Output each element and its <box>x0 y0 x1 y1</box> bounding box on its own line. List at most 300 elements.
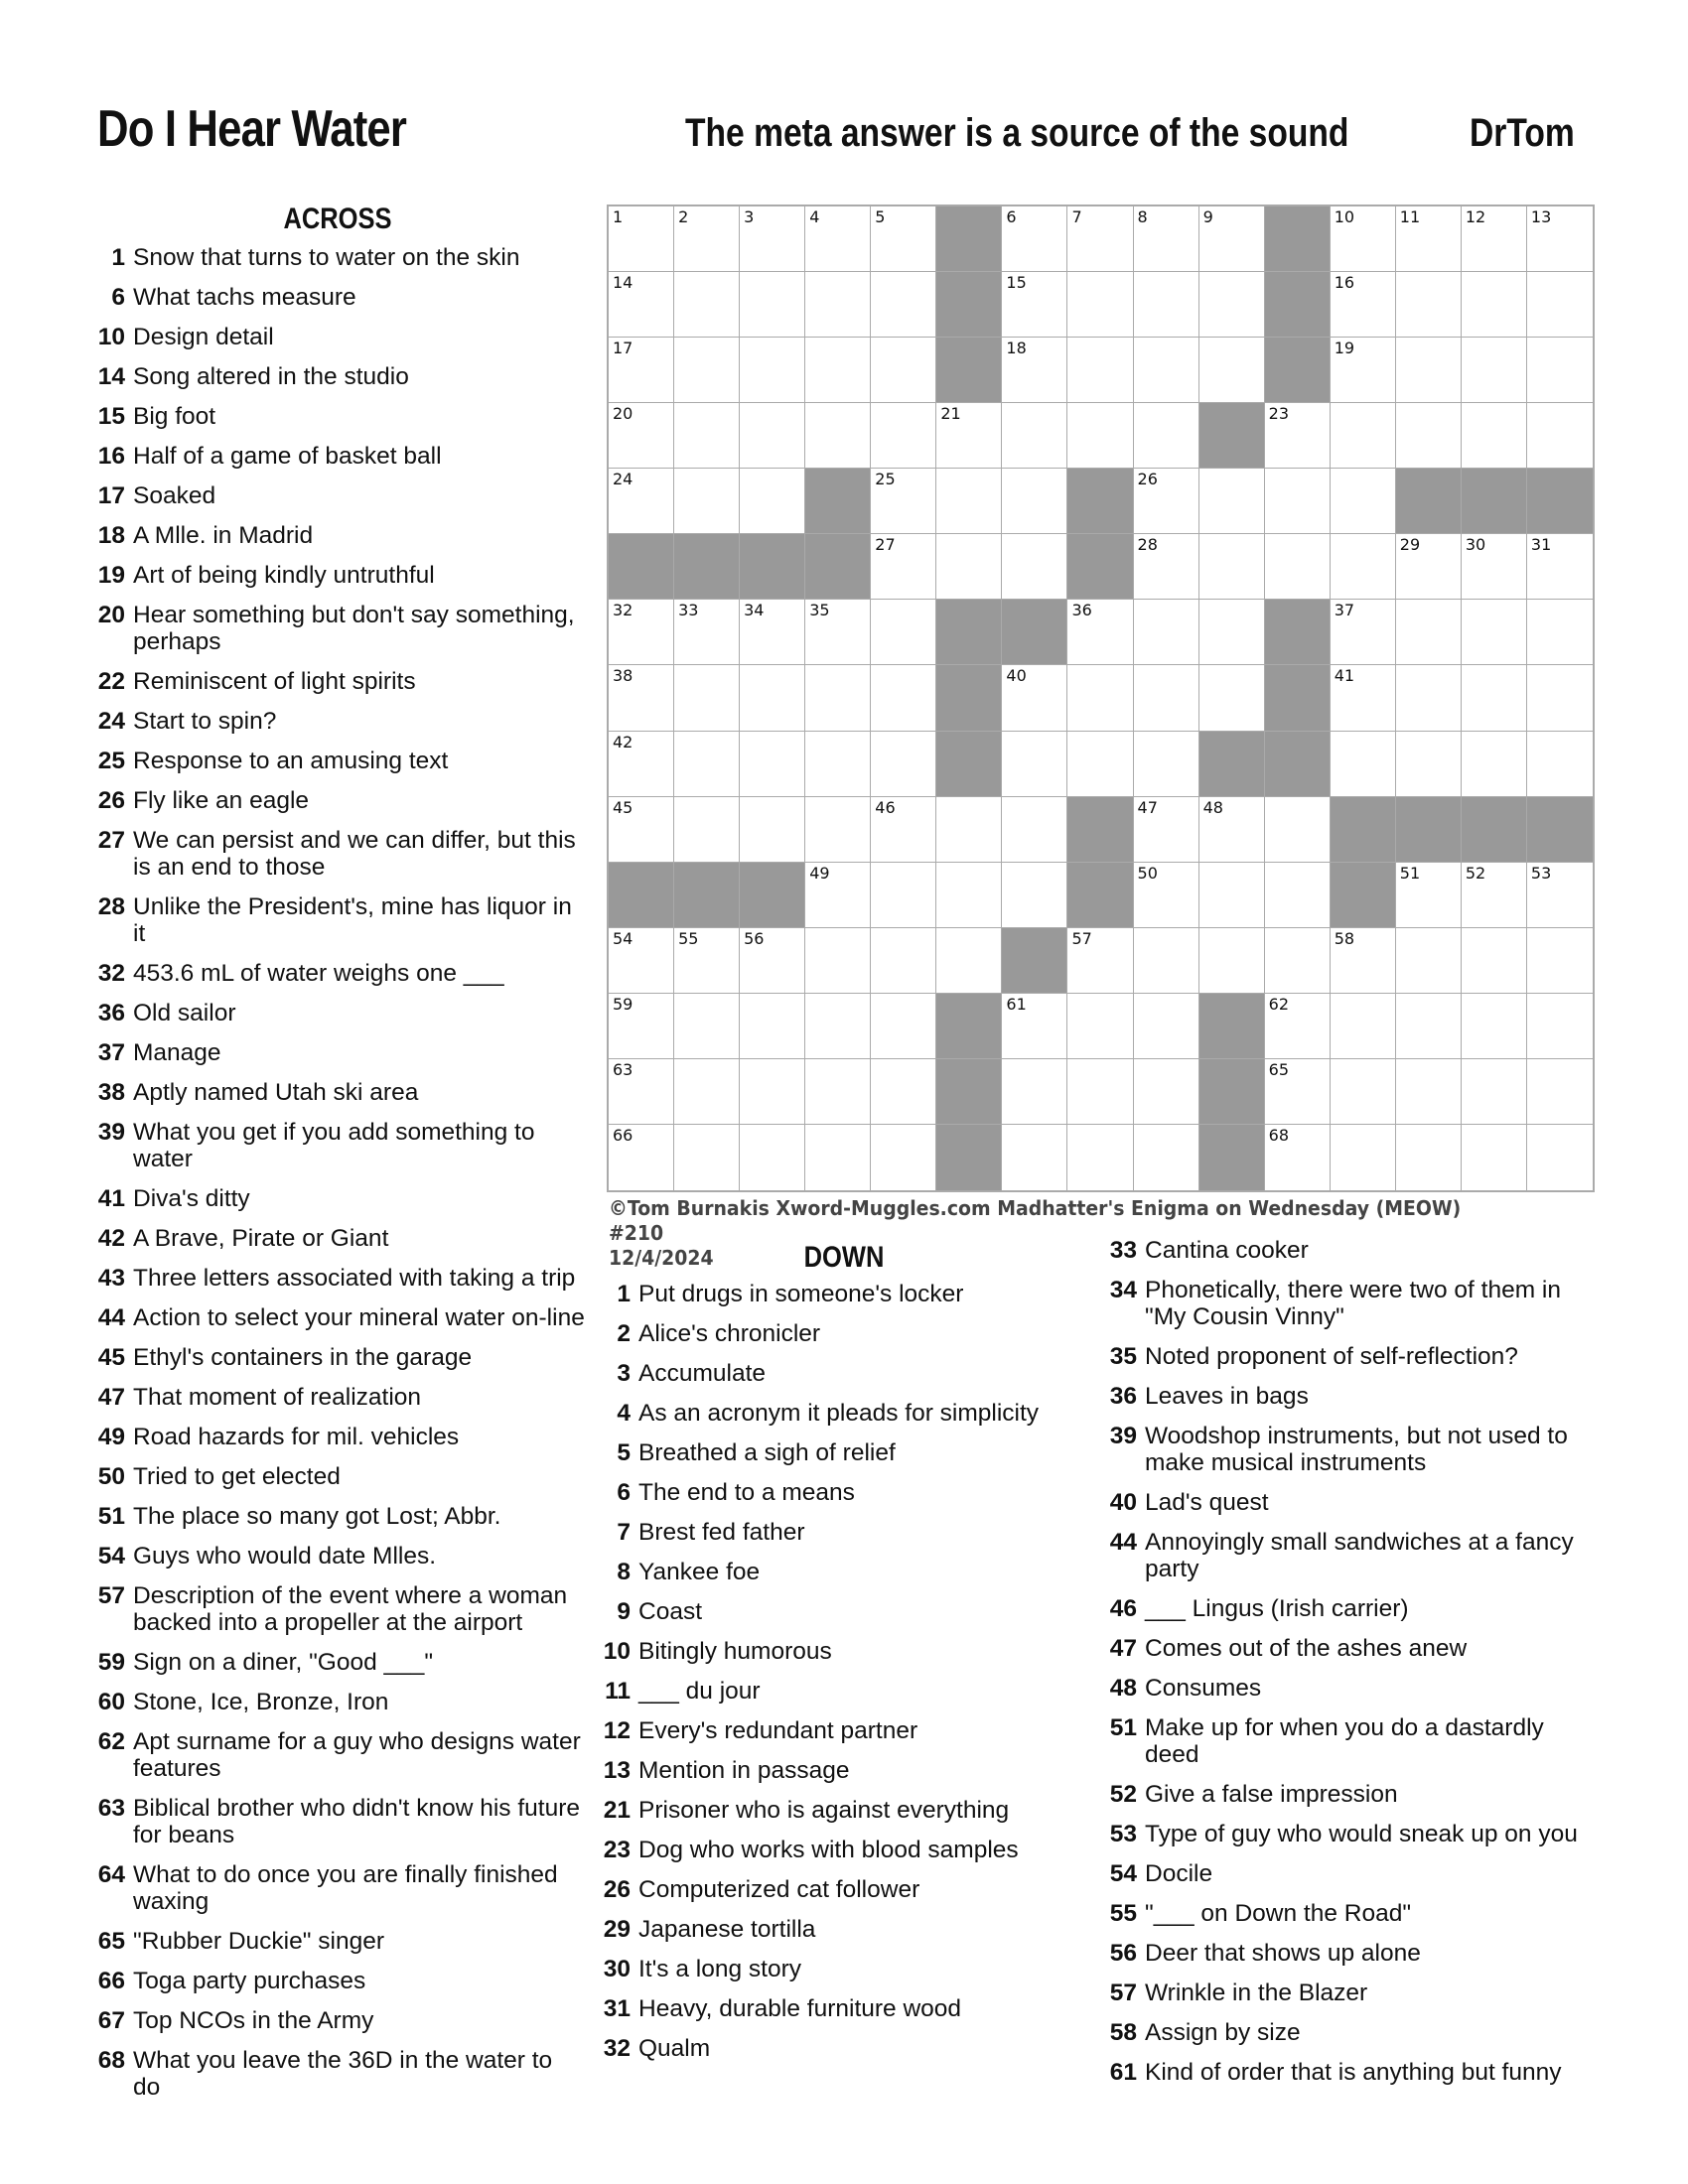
grid-cell[interactable] <box>1199 928 1265 994</box>
clue-item[interactable] <box>87 602 586 655</box>
grid-cell[interactable] <box>674 469 740 534</box>
grid-cell[interactable] <box>805 338 871 403</box>
grid-block <box>1002 928 1067 994</box>
grid-cell[interactable] <box>1527 1125 1593 1190</box>
clue-number: 60 <box>97 1689 125 1715</box>
grid-cell[interactable] <box>1199 863 1265 928</box>
grid-cell[interactable] <box>1331 600 1396 665</box>
clue-item[interactable] <box>87 284 586 311</box>
grid-cell[interactable] <box>1265 797 1331 863</box>
clue-item[interactable] <box>1099 1489 1596 1516</box>
grid-cell[interactable] <box>1527 665 1593 731</box>
crossword-grid[interactable] <box>607 205 1595 1192</box>
grid-cell[interactable] <box>1331 928 1396 994</box>
clue-item[interactable] <box>87 1968 586 1994</box>
grid-cell[interactable] <box>871 1059 936 1125</box>
grid-cell[interactable] <box>1134 534 1199 600</box>
clue-item[interactable] <box>593 1797 1059 1824</box>
grid-cell[interactable] <box>1134 1125 1199 1190</box>
grid-cell[interactable] <box>674 994 740 1059</box>
clue-text: Computerized cat follower <box>638 1876 920 1903</box>
grid-cell[interactable] <box>1462 928 1527 994</box>
grid-cell[interactable] <box>674 928 740 994</box>
grid-cell[interactable] <box>805 206 871 272</box>
grid-cell[interactable] <box>1067 272 1133 338</box>
clue-number: 42 <box>97 1225 125 1252</box>
clue-item[interactable] <box>87 403 586 430</box>
clue-item[interactable] <box>1099 1979 1596 2006</box>
grid-cell[interactable] <box>1199 600 1265 665</box>
clue-number: 6 <box>617 1479 631 1506</box>
clue-item[interactable] <box>87 2047 586 2101</box>
grid-cell[interactable] <box>1199 534 1265 600</box>
clue-number: 50 <box>97 1463 125 1490</box>
grid-cell[interactable] <box>1265 994 1331 1059</box>
clue-number: 27 <box>97 827 125 854</box>
grid-cell[interactable] <box>1331 469 1396 534</box>
grid-cell[interactable] <box>674 1125 740 1190</box>
clue-item[interactable] <box>1099 1595 1596 1622</box>
cell-number: 54 <box>613 928 633 948</box>
grid-cell[interactable] <box>1527 206 1593 272</box>
clue-item[interactable] <box>1099 1529 1596 1582</box>
grid-cell[interactable] <box>1002 534 1067 600</box>
clue-number: 52 <box>1109 1781 1137 1808</box>
grid-cell[interactable] <box>609 665 674 731</box>
cell-number: 57 <box>1071 928 1092 948</box>
grid-cell[interactable] <box>805 732 871 797</box>
grid-cell[interactable] <box>1331 1059 1396 1125</box>
grid-cell[interactable] <box>936 863 1002 928</box>
grid-cell[interactable] <box>740 272 805 338</box>
clue-text: What you get if you add something to water <box>133 1119 535 1172</box>
clue-item[interactable] <box>87 1424 586 1450</box>
grid-cell[interactable] <box>674 732 740 797</box>
puzzle-title: Do I Hear Water <box>97 100 407 158</box>
grid-cell[interactable] <box>1067 994 1133 1059</box>
grid-cell[interactable] <box>1331 732 1396 797</box>
grid-cell[interactable] <box>1527 338 1593 403</box>
clue-item[interactable] <box>87 1543 586 1570</box>
copyright-line: ©Tom Burnakis Xword-Muggles.com Madhatter's Enigma on Wednesday (MEOW) #210 <box>609 1196 1462 1245</box>
clue-item[interactable] <box>1099 1940 1596 1967</box>
grid-cell[interactable] <box>740 797 805 863</box>
grid-cell[interactable] <box>1462 1125 1527 1190</box>
clue-item[interactable] <box>87 562 586 589</box>
clue-item[interactable] <box>593 1400 1059 1427</box>
grid-cell[interactable] <box>1134 665 1199 731</box>
clue-item[interactable] <box>593 1559 1059 1585</box>
grid-cell[interactable] <box>1134 863 1199 928</box>
clue-item[interactable] <box>593 1360 1059 1387</box>
grid-cell[interactable] <box>1462 338 1527 403</box>
clue-item[interactable] <box>87 1225 586 1252</box>
grid-cell[interactable] <box>1331 534 1396 600</box>
grid-cell[interactable] <box>1002 469 1067 534</box>
grid-cell[interactable] <box>1134 928 1199 994</box>
grid-cell[interactable] <box>609 469 674 534</box>
grid-cell[interactable] <box>1067 403 1133 469</box>
grid-cell[interactable] <box>1331 994 1396 1059</box>
clue-number: 29 <box>603 1916 631 1943</box>
grid-cell[interactable] <box>1134 1059 1199 1125</box>
clue-item[interactable] <box>87 1265 586 1292</box>
grid-cell[interactable] <box>871 863 936 928</box>
grid-cell[interactable] <box>1134 797 1199 863</box>
grid-cell[interactable] <box>674 206 740 272</box>
grid-cell[interactable] <box>871 928 936 994</box>
grid-cell[interactable] <box>1527 863 1593 928</box>
clue-item[interactable] <box>87 893 586 947</box>
clue-item[interactable] <box>87 324 586 350</box>
grid-cell[interactable] <box>805 863 871 928</box>
grid-cell[interactable] <box>871 665 936 731</box>
grid-block <box>1265 665 1331 731</box>
clue-text: That moment of realization <box>133 1384 422 1411</box>
grid-cell[interactable] <box>1002 994 1067 1059</box>
grid-cell[interactable] <box>1396 1059 1462 1125</box>
grid-cell[interactable] <box>609 797 674 863</box>
clue-item[interactable] <box>87 787 586 814</box>
grid-cell[interactable] <box>1199 338 1265 403</box>
grid-cell[interactable] <box>1527 1059 1593 1125</box>
clue-item[interactable] <box>87 708 586 735</box>
grid-cell[interactable] <box>805 797 871 863</box>
clue-item[interactable] <box>1099 2059 1596 2086</box>
clue-item[interactable] <box>87 1000 586 1026</box>
grid-cell[interactable] <box>1134 600 1199 665</box>
grid-cell[interactable] <box>871 600 936 665</box>
grid-cell[interactable] <box>674 797 740 863</box>
cell-number: 49 <box>809 863 830 883</box>
grid-cell[interactable] <box>1067 1059 1133 1125</box>
grid-cell[interactable] <box>1396 206 1462 272</box>
grid-cell[interactable] <box>1265 863 1331 928</box>
grid-cell[interactable] <box>1199 469 1265 534</box>
grid-cell[interactable] <box>871 994 936 1059</box>
grid-cell[interactable] <box>1331 206 1396 272</box>
grid-cell[interactable] <box>1134 338 1199 403</box>
clue-text: It's a long story <box>638 1956 801 1982</box>
clue-item[interactable] <box>593 1678 1059 1705</box>
grid-cell[interactable] <box>740 338 805 403</box>
grid-cell[interactable] <box>1265 534 1331 600</box>
grid-cell[interactable] <box>1462 863 1527 928</box>
grid-cell[interactable] <box>1199 206 1265 272</box>
grid-cell[interactable] <box>740 1059 805 1125</box>
clue-item[interactable] <box>87 522 586 549</box>
grid-cell[interactable] <box>1199 272 1265 338</box>
grid-cell[interactable] <box>1462 272 1527 338</box>
grid-cell[interactable] <box>1527 403 1593 469</box>
grid-cell[interactable] <box>1134 403 1199 469</box>
clue-item[interactable] <box>1099 1900 1596 1927</box>
clue-item[interactable] <box>87 1582 586 1636</box>
grid-block <box>936 732 1002 797</box>
grid-cell[interactable] <box>871 338 936 403</box>
grid-cell[interactable] <box>1067 928 1133 994</box>
clue-number: 16 <box>97 443 125 470</box>
clue-item[interactable] <box>87 363 586 390</box>
clue-item[interactable] <box>1099 1343 1596 1370</box>
grid-cell[interactable] <box>740 994 805 1059</box>
grid-cell[interactable] <box>805 1059 871 1125</box>
grid-cell[interactable] <box>1396 1125 1462 1190</box>
grid-cell[interactable] <box>1134 469 1199 534</box>
clue-number: 38 <box>97 1079 125 1106</box>
grid-cell[interactable] <box>1331 272 1396 338</box>
grid-cell[interactable] <box>936 797 1002 863</box>
grid-cell[interactable] <box>1199 665 1265 731</box>
grid-cell[interactable] <box>1134 732 1199 797</box>
grid-cell[interactable] <box>1331 338 1396 403</box>
grid-cell[interactable] <box>871 797 936 863</box>
grid-cell[interactable] <box>609 403 674 469</box>
grid-cell[interactable] <box>1002 1059 1067 1125</box>
grid-cell[interactable] <box>1396 665 1462 731</box>
grid-cell[interactable] <box>740 403 805 469</box>
clue-item[interactable] <box>87 244 586 271</box>
clue-item[interactable] <box>87 748 586 774</box>
clue-item[interactable] <box>87 960 586 987</box>
grid-cell[interactable] <box>1396 534 1462 600</box>
clue-item[interactable] <box>593 1757 1059 1784</box>
clue-item[interactable] <box>593 1837 1059 1863</box>
grid-cell[interactable] <box>609 600 674 665</box>
grid-cell[interactable] <box>1462 994 1527 1059</box>
grid-cell[interactable] <box>1265 1125 1331 1190</box>
clue-item[interactable] <box>87 443 586 470</box>
clue-item[interactable] <box>87 1384 586 1411</box>
grid-cell[interactable] <box>871 469 936 534</box>
grid-cell[interactable] <box>871 403 936 469</box>
clue-item[interactable] <box>593 1876 1059 1903</box>
clue-item[interactable] <box>87 1503 586 1530</box>
clue-item[interactable] <box>593 1519 1059 1546</box>
grid-cell[interactable] <box>1396 732 1462 797</box>
clue-item[interactable] <box>87 482 586 509</box>
clue-item[interactable] <box>1099 1237 1596 1264</box>
clue-item[interactable] <box>87 1079 586 1106</box>
grid-cell[interactable] <box>1002 206 1067 272</box>
grid-cell[interactable] <box>1265 1059 1331 1125</box>
grid-cell[interactable] <box>609 1125 674 1190</box>
clue-item[interactable] <box>593 1598 1059 1625</box>
grid-cell[interactable] <box>609 994 674 1059</box>
grid-cell[interactable] <box>1134 206 1199 272</box>
clue-item[interactable] <box>593 1717 1059 1744</box>
grid-block <box>1265 206 1331 272</box>
grid-cell[interactable] <box>1527 272 1593 338</box>
grid-cell[interactable] <box>1462 665 1527 731</box>
grid-cell[interactable] <box>609 272 674 338</box>
cell-number: 63 <box>613 1059 633 1079</box>
grid-cell[interactable] <box>1462 1059 1527 1125</box>
grid-cell[interactable] <box>1396 863 1462 928</box>
grid-cell[interactable] <box>1002 338 1067 403</box>
clue-item[interactable] <box>593 1439 1059 1466</box>
clue-item[interactable] <box>593 1638 1059 1665</box>
grid-block <box>1067 797 1133 863</box>
grid-cell[interactable] <box>871 206 936 272</box>
grid-cell[interactable] <box>871 534 936 600</box>
grid-cell[interactable] <box>1331 1125 1396 1190</box>
clue-text: Aptly named Utah ski area <box>133 1079 419 1106</box>
grid-cell[interactable] <box>1067 600 1133 665</box>
grid-cell[interactable] <box>1396 600 1462 665</box>
grid-cell[interactable] <box>936 534 1002 600</box>
grid-cell[interactable] <box>740 928 805 994</box>
grid-cell[interactable] <box>740 665 805 731</box>
grid-cell[interactable] <box>805 928 871 994</box>
clue-item[interactable] <box>1099 1860 1596 1887</box>
cell-number: 20 <box>613 404 633 424</box>
grid-cell[interactable] <box>1527 732 1593 797</box>
clue-item[interactable] <box>87 1728 586 1782</box>
clue-item[interactable] <box>1099 1675 1596 1702</box>
clue-item[interactable] <box>1099 1781 1596 1808</box>
grid-block <box>674 534 740 600</box>
grid-cell[interactable] <box>609 206 674 272</box>
clue-number: 54 <box>97 1543 125 1570</box>
grid-cell[interactable] <box>1527 928 1593 994</box>
grid-cell[interactable] <box>1067 732 1133 797</box>
grid-cell[interactable] <box>805 1125 871 1190</box>
clue-item[interactable] <box>593 1995 1059 2022</box>
clue-item[interactable] <box>87 1689 586 1715</box>
grid-cell[interactable] <box>740 206 805 272</box>
grid-cell[interactable] <box>871 272 936 338</box>
clue-number: 30 <box>603 1956 631 1982</box>
grid-cell[interactable] <box>1462 600 1527 665</box>
grid-cell[interactable] <box>740 1125 805 1190</box>
grid-cell[interactable] <box>1265 403 1331 469</box>
grid-cell[interactable] <box>1002 403 1067 469</box>
grid-cell[interactable] <box>1527 534 1593 600</box>
clue-item[interactable] <box>1099 1821 1596 1847</box>
grid-cell[interactable] <box>674 272 740 338</box>
clue-item[interactable] <box>87 1304 586 1331</box>
clue-item[interactable] <box>593 1916 1059 1943</box>
grid-cell[interactable] <box>1265 928 1331 994</box>
grid-cell[interactable] <box>1002 797 1067 863</box>
grid-cell[interactable] <box>936 469 1002 534</box>
grid-cell[interactable] <box>1067 338 1133 403</box>
grid-cell[interactable] <box>936 403 1002 469</box>
clue-item[interactable] <box>1099 1635 1596 1662</box>
grid-cell[interactable] <box>1265 469 1331 534</box>
grid-cell[interactable] <box>936 928 1002 994</box>
clue-text: Stone, Ice, Bronze, Iron <box>133 1689 389 1715</box>
grid-cell[interactable] <box>740 469 805 534</box>
cell-number: 6 <box>1006 207 1017 226</box>
clue-item[interactable] <box>593 1320 1059 1347</box>
grid-cell[interactable] <box>1331 403 1396 469</box>
grid-cell[interactable] <box>609 1059 674 1125</box>
grid-cell[interactable] <box>805 600 871 665</box>
grid-cell[interactable] <box>740 600 805 665</box>
grid-cell[interactable] <box>805 272 871 338</box>
clue-item[interactable] <box>87 1928 586 1955</box>
grid-block <box>805 534 871 600</box>
clue-item[interactable] <box>87 1861 586 1915</box>
clue-item[interactable] <box>1099 1277 1596 1330</box>
clue-item[interactable] <box>87 1795 586 1848</box>
grid-cell[interactable] <box>674 665 740 731</box>
grid-cell[interactable] <box>1527 600 1593 665</box>
grid-cell[interactable] <box>1527 994 1593 1059</box>
grid-cell[interactable] <box>1396 272 1462 338</box>
clue-item[interactable] <box>1099 1714 1596 1768</box>
grid-cell[interactable] <box>1002 665 1067 731</box>
clue-item[interactable] <box>87 2007 586 2034</box>
clue-number: 62 <box>97 1728 125 1755</box>
clue-item[interactable] <box>87 827 586 881</box>
clue-text: Top NCOs in the Army <box>133 2007 374 2034</box>
grid-cell[interactable] <box>674 600 740 665</box>
grid-cell[interactable] <box>1002 732 1067 797</box>
grid-cell[interactable] <box>871 1125 936 1190</box>
clue-item[interactable] <box>87 668 586 695</box>
clue-item[interactable] <box>1099 1423 1596 1476</box>
clue-item[interactable] <box>593 1956 1059 1982</box>
grid-cell[interactable] <box>1199 797 1265 863</box>
grid-cell[interactable] <box>609 928 674 994</box>
clue-item[interactable] <box>1099 1383 1596 1410</box>
clue-item[interactable] <box>593 2035 1059 2062</box>
clue-item[interactable] <box>87 1463 586 1490</box>
clue-item[interactable] <box>87 1039 586 1066</box>
grid-cell[interactable] <box>1134 272 1199 338</box>
grid-cell[interactable] <box>1067 206 1133 272</box>
clue-item[interactable] <box>87 1649 586 1676</box>
grid-cell[interactable] <box>1134 994 1199 1059</box>
grid-cell[interactable] <box>805 665 871 731</box>
clue-item[interactable] <box>593 1479 1059 1506</box>
clue-item[interactable] <box>87 1344 586 1371</box>
grid-cell[interactable] <box>1067 665 1133 731</box>
grid-cell[interactable] <box>674 1059 740 1125</box>
grid-cell[interactable] <box>1002 863 1067 928</box>
grid-cell[interactable] <box>1396 928 1462 994</box>
grid-cell[interactable] <box>674 403 740 469</box>
grid-cell[interactable] <box>1331 665 1396 731</box>
grid-cell[interactable] <box>1396 994 1462 1059</box>
grid-cell[interactable] <box>805 403 871 469</box>
grid-cell[interactable] <box>609 732 674 797</box>
clue-item[interactable] <box>87 1119 586 1172</box>
grid-cell[interactable] <box>674 338 740 403</box>
grid-cell[interactable] <box>609 338 674 403</box>
grid-cell[interactable] <box>1002 272 1067 338</box>
cell-number: 52 <box>1465 863 1486 883</box>
clue-item[interactable] <box>593 1281 1059 1307</box>
grid-cell[interactable] <box>1002 1125 1067 1190</box>
grid-block <box>936 272 1002 338</box>
clue-item[interactable] <box>87 1185 586 1212</box>
grid-cell[interactable] <box>871 732 936 797</box>
clue-item[interactable] <box>1099 2019 1596 2046</box>
grid-cell[interactable] <box>1067 1125 1133 1190</box>
grid-cell[interactable] <box>1462 732 1527 797</box>
grid-cell[interactable] <box>1462 206 1527 272</box>
grid-cell[interactable] <box>740 732 805 797</box>
grid-cell[interactable] <box>805 994 871 1059</box>
grid-cell[interactable] <box>1462 534 1527 600</box>
grid-cell[interactable] <box>1396 403 1462 469</box>
grid-cell[interactable] <box>1462 403 1527 469</box>
grid-cell[interactable] <box>1396 338 1462 403</box>
